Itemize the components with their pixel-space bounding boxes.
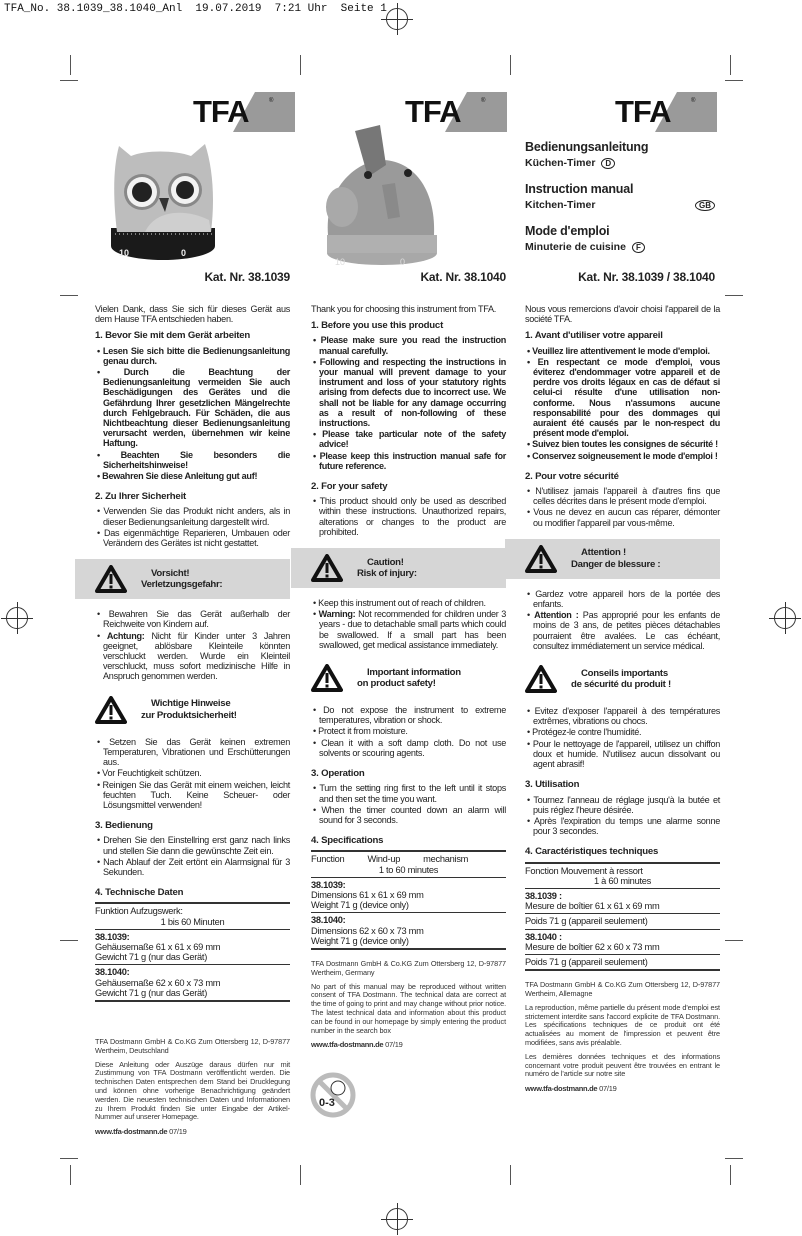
manual-subtitle (525, 157, 715, 169)
list-item (525, 507, 720, 527)
list-item (311, 496, 506, 537)
list-item-text: Vous ne devez en aucun cas réparer, démonter ou modifier l'appareil par vous-même. (533, 507, 720, 528)
list-item (95, 346, 290, 366)
bullet-list (95, 835, 290, 877)
caution-title (357, 667, 461, 690)
caution-title-line: on product safety! (357, 678, 436, 690)
spec-value: Mesure de boîtier 62 x 60 x 73 mm (525, 941, 660, 952)
svg-text:10: 10 (119, 248, 130, 258)
language-badge: F (632, 242, 645, 253)
spec-row (95, 965, 290, 1002)
specifications-table (95, 902, 290, 1002)
list-item-text: This product should only be used as described within these instructions. Unauthorized repairs, alterations or changes to the product are prohibited. (319, 496, 506, 537)
spec-row (525, 914, 720, 929)
list-item-text: Drehen Sie den Einstellring erst ganz nach links und stellen Sie dann die gewünschte Zeit ein. (103, 835, 291, 856)
manual-title-text: Instruction manual (525, 182, 634, 196)
caution-title (571, 668, 671, 691)
list-item-lead: Attention : (534, 610, 579, 621)
spec-row (311, 913, 506, 950)
website-link[interactable]: www.tfa-dostmann.de (525, 1084, 598, 1094)
bullet-list (95, 737, 290, 810)
spec-range: 1 to 60 minutes (378, 864, 439, 875)
warning-triangle-icon (311, 664, 343, 692)
list-item-text: Pour le nettoyage de l'appareil, utilisez un chiffon doux et humide. N'utilisez aucun dissolvant ou agent abrasif! (532, 738, 721, 770)
list-item (95, 835, 290, 855)
list-item (95, 609, 290, 629)
list-item-text: Turn the setting ring first to the left until it stops and then set the time you want. (319, 783, 506, 804)
svg-text:®: ® (481, 98, 486, 104)
fold-mark (510, 55, 511, 75)
spec-row (95, 904, 290, 929)
list-item-text: Not recommended for children under 3 years - due to detachable small parts which could be swallowed. If a small part has been swallowed, get medical assistance immediately. (319, 609, 507, 650)
section-heading: 3. Utilisation (525, 779, 580, 791)
caution-title-line: Verletzungsgefahr: (141, 579, 223, 591)
spec-row (525, 930, 720, 955)
bullet-list (311, 335, 506, 471)
spec-value: Fonction Mouvement à ressort (525, 865, 643, 876)
catalog-number: Kat. Nr. 38.1039 / 38.1040 (578, 270, 715, 284)
warning-triangle-icon (95, 696, 127, 724)
spec-range: 1 à 60 minutes (593, 875, 652, 886)
spec-value: Function Wind-up mechanism (311, 854, 469, 865)
imprint-text: TFA Dostmann GmbH & Co.KG Zum Ottersberg 12, D-97877 Wertheim, Deutschland (95, 1036, 290, 1055)
list-item (311, 429, 506, 449)
list-item (95, 768, 290, 778)
list-item-lead: Warning: (318, 609, 356, 620)
svg-text:TFA: TFA (405, 94, 461, 129)
section-heading: 1. Before you use this product (311, 320, 444, 332)
list-item (95, 450, 290, 470)
list-item-text: En respectant ce mode d'emploi, vous éviterez d'endommager votre appareil et de perdre vos droits légaux en cas de défaut si celui-ci résulte d'une utilisation non-conforme. Nous n'assumons aucune responsabilité pour des dommages qui auraient été causés par le non-respect du présent mode d'emploi. (533, 356, 720, 439)
list-item-text: Après l'expiration du temps une alarme sonne pour 3 secondes. (533, 815, 721, 837)
section-heading: 2. Zu Ihrer Sicherheit (95, 491, 187, 503)
list-item-text: N'utilisez jamais l'appareil à d'autres fins que celles décrites dans le présent mode d'emploi. (533, 486, 720, 507)
list-item-text: Do not expose the instrument to extreme temperatures, vibration or shock. (319, 705, 506, 726)
list-item-text: Vor Feuchtigkeit schützen. (102, 768, 202, 779)
bullet-list (525, 486, 720, 528)
imprint-text: La reproduction, même partielle du présent mode d'emploi est strictement interdite sans l'accord explicite de TFA Dostmann. Les spécifications techniques de ce produit ont été actualisées au moment de l'impression et peuvent être modifiées, sans avis préalable. (525, 1002, 720, 1047)
catalog-number: Kat. Nr. 38.1040 (420, 270, 506, 284)
spec-model: 38.1039: (95, 931, 130, 942)
list-item (525, 739, 720, 770)
catalog-number: Kat. Nr. 38.1039 (204, 270, 290, 284)
fold-mark (300, 1165, 301, 1185)
list-item (525, 589, 720, 609)
spec-model: 38.1040 : (525, 931, 562, 942)
caution-box (505, 539, 720, 579)
no-children-under-3-icon (310, 1072, 356, 1118)
caution-title (141, 698, 237, 721)
bullet-list (95, 346, 290, 482)
spec-value: Dimensions 62 x 60 x 73 mm (311, 925, 424, 936)
caution-title-line: zur Produktsicherheit! (141, 709, 237, 721)
manual-subtitle-text: Küchen-Timer (525, 157, 596, 169)
list-item (95, 780, 290, 811)
spec-value: Weight 71 g (device only) (311, 935, 409, 946)
bullet-list (311, 705, 506, 758)
print-date: 07/19 (385, 1040, 403, 1050)
list-item-text: Please keep this instruction manual safe for future reference. (319, 450, 506, 471)
list-item-text: Keep this instrument out of reach of children. (318, 598, 486, 609)
website-line (525, 1084, 720, 1094)
manual-subtitle-text: Minuterie de cuisine (525, 241, 626, 253)
spec-row (311, 878, 506, 914)
crop-mark (60, 1158, 78, 1159)
crop-mark (725, 295, 743, 296)
crop-mark (60, 940, 78, 941)
list-item (95, 367, 290, 449)
section-heading: 1. Avant d'utiliser votre appareil (525, 330, 663, 342)
list-item (95, 471, 290, 481)
list-item (311, 726, 506, 736)
fold-mark (510, 1165, 511, 1185)
intro-text: Vielen Dank, dass Sie sich für dieses Gerät aus dem Hause TFA entschieden haben. (95, 304, 290, 325)
list-item (525, 816, 720, 836)
bullet-list (311, 783, 506, 825)
spec-row (525, 864, 720, 889)
print-slug: TFA_No. 38.1039_38.1040_Anl 19.07.2019 7:21 Uhr Seite 1 (4, 3, 387, 15)
safety-info-box (95, 693, 290, 727)
tfa-logo-mark (615, 92, 717, 132)
list-item-text: Verwenden Sie das Produkt nicht anders, als in dieser Bedienungsanleitung dargestellt wird. (103, 506, 290, 527)
list-item (311, 598, 506, 608)
imprint-text: TFA Dostmann GmbH & Co.KG Zum Ottersberg 12, D-97877 Wertheim, Germany (311, 958, 506, 977)
svg-text:TFA: TFA (615, 94, 671, 129)
list-item (311, 451, 506, 471)
intro-text: Nous vous remercions d'avoir choisi l'appareil de la société TFA. (525, 304, 720, 325)
list-item (311, 738, 506, 758)
list-item (525, 439, 720, 449)
svg-text:®: ® (691, 98, 696, 104)
manual-subtitle-text: Kitchen-Timer (525, 199, 596, 211)
language-badge: GB (695, 200, 715, 211)
list-item-text: Clean it with a soft damp cloth. Do not use solvents or scouring agents. (319, 737, 506, 758)
list-item-text: Gardez votre appareil hors de la portée des enfants. (533, 588, 720, 610)
list-item (311, 783, 506, 803)
crop-mark (725, 80, 743, 81)
crop-mark (70, 55, 71, 75)
spec-row (95, 930, 290, 966)
list-item-text: Protégez-le contre l'humidité. (532, 727, 642, 738)
list-item (311, 335, 506, 355)
caution-title-line: Risk of injury: (357, 568, 417, 580)
bullet-list (95, 609, 290, 681)
registration-mark (386, 8, 408, 30)
list-item (311, 609, 506, 650)
age-warning-label: 0-3 (319, 1097, 335, 1109)
spec-value: Dimensions 61 x 61 x 69 mm (311, 889, 424, 900)
caution-title-line: Important information (367, 666, 461, 678)
registration-mark (386, 1208, 408, 1230)
list-item (525, 610, 720, 651)
list-item-text: Pas approprié pour les enfants de moins de 3 ans, de petites pièces détachables pourraient être avalées. Le cas échéant, consultez immédiatement un service médical. (533, 610, 720, 651)
warning-triangle-icon (525, 545, 557, 573)
list-item-lead: Achtung: (106, 630, 145, 641)
caution-title (357, 557, 417, 580)
spec-value: Poids 71 g (appareil seulement) (525, 956, 648, 967)
list-item (95, 528, 290, 548)
bullet-list (95, 506, 290, 548)
caution-title-line: Vorsicht! (151, 567, 190, 579)
registration-mark (774, 607, 796, 629)
spec-value: Funktion Aufzugswerk: (95, 906, 183, 917)
spec-value: Poids 71 g (appareil seulement) (525, 916, 648, 927)
list-item-text: Das eigenmächtige Reparieren, Umbauen oder Verändern des Gerätes ist nicht gestattet. (103, 527, 290, 549)
spec-model: 38.1040: (311, 915, 346, 926)
warning-triangle-icon (525, 665, 557, 693)
list-item-text: Protect it from moisture. (318, 726, 408, 737)
spec-value: Gewicht 71 g (nur das Gerät) (95, 987, 208, 998)
website-line (95, 1127, 290, 1137)
list-item-text: Tournez l'anneau de réglage jusqu'à la butée et puis réglez l'heure désirée. (533, 794, 720, 815)
list-item (311, 357, 506, 428)
caution-title-line: Caution! (367, 556, 404, 568)
bullet-list (525, 346, 720, 461)
website-link[interactable]: www.tfa-dostmann.de (95, 1127, 168, 1137)
caution-title-line: Wichtige Hinweise (151, 698, 231, 710)
section-heading: 3. Operation (311, 768, 365, 780)
owl-timer-image (105, 128, 225, 268)
tfa-logo (193, 92, 295, 132)
registration-mark (6, 607, 28, 629)
manual-column-de (95, 304, 290, 1137)
manual-title-f (525, 224, 715, 253)
spec-model: 38.1040: (95, 967, 130, 978)
website-link[interactable]: www.tfa-dostmann.de (311, 1040, 384, 1050)
section-heading: 2. For your safety (311, 481, 388, 493)
list-item-text: Suivez bien toutes les consignes de sécurité ! (532, 439, 718, 450)
list-item (525, 357, 720, 439)
list-item-text: Please make sure you read the instruction manual carefully. (319, 335, 506, 356)
crop-mark (60, 295, 78, 296)
list-item (95, 857, 290, 877)
manual-subtitle (525, 241, 715, 253)
print-date: 07/19 (599, 1084, 617, 1094)
section-heading: 4. Specifications (311, 835, 384, 847)
spacer (95, 1012, 290, 1038)
list-item-text: Nicht für Kinder unter 3 Jahren geeignet, ablösbare Kleinteile könnten verschluckt werden. Wurde ein Kleinteil verschluckt, muss sofort medizinische Hilfe in Anspruch genommen werden. (103, 630, 291, 682)
imprint-text: Les dernières données techniques et des informations concernant votre produit peuvent être trouvées en entrant le numéro de l'article sur notre site (525, 1051, 720, 1079)
bullet-list (311, 598, 506, 650)
list-item-text: Bewahren Sie das Gerät außerhalb der Reichweite von Kindern auf. (103, 609, 290, 630)
list-item (95, 737, 290, 768)
svg-text:TFA: TFA (193, 94, 249, 129)
list-item (311, 705, 506, 725)
specifications-table (311, 850, 506, 950)
tfa-logo (615, 92, 717, 132)
safety-info-box (311, 661, 506, 695)
crop-mark (730, 55, 731, 75)
list-item (525, 706, 720, 726)
section-heading: 1. Bevor Sie mit dem Gerät arbeiten (95, 330, 251, 342)
list-item-text: Setzen Sie das Gerät keinen extremen Temperaturen, Vibrationen und Erschütterungen aus. (103, 736, 290, 768)
list-item-text: Veuillez lire attentivement le mode d'emploi. (532, 345, 710, 356)
caution-title-line: Danger de blessure : (571, 558, 661, 570)
website-line (311, 1040, 506, 1050)
specifications-table (525, 862, 720, 972)
list-item-text: Bewahren Sie diese Anleitung gut auf! (102, 471, 258, 482)
crop-mark (725, 1158, 743, 1159)
list-item-text: Durch die Beachtung der Bedienungsanleitung vermeiden Sie auch Beschädigungen des Gerätes und die Gefährdung Ihrer gesetzlichen Mängelrechte durch Fehlgebrauch. Für Schäden, die aus Nichtbeachtung dieser Bedienungsanleitung verursacht werden, übernehmen wir keine Haftung. (103, 367, 290, 449)
spec-row (311, 852, 506, 877)
list-item (525, 727, 720, 737)
spec-value: Gewicht 71 g (nur das Gerät) (95, 952, 208, 963)
safety-info-box (525, 662, 720, 696)
list-item-text: Reinigen Sie das Gerät mit einem weichen, leicht feuchten Tuch. Keine Scheuer- oder Lösungsmittel verwenden! (102, 779, 290, 810)
manual-title-text: Bedienungsanleitung (525, 140, 649, 154)
tfa-logo-mark (193, 92, 295, 132)
bullet-list (311, 496, 506, 537)
spec-model: 38.1039 : (525, 890, 562, 901)
manual-title-text: Mode d'emploi (525, 224, 610, 238)
manual-column-fr (525, 304, 720, 1094)
section-heading: 2. Pour votre sécurité (525, 470, 619, 482)
manual-title-d (525, 140, 715, 169)
manual-column-en (311, 304, 506, 1051)
age-warning-symbol (310, 1072, 356, 1118)
svg-text:®: ® (269, 98, 274, 104)
list-item (95, 506, 290, 526)
svg-text:10: 10 (335, 257, 346, 267)
list-item-text: Nach Ablauf der Zeit ertönt ein Alarmsignal für 3 Sekunden. (103, 856, 290, 877)
list-item-text: Conservez soigneusement le mode d'emploi ! (532, 450, 718, 461)
list-item-text: Following and respecting the instructions in your manual will prevent damage to your instrument and loss of your statutory rights arising from defects due to incorrect use. We shall not be liable for any damage occurring as a result of non-following of these instructions. (319, 356, 506, 429)
crop-mark (70, 1165, 71, 1185)
caution-title-line: de sécurité du produit ! (571, 679, 671, 691)
warning-triangle-icon (95, 565, 127, 593)
imprint-text: No part of this manual may be reproduced without written consent of TFA Dostmann. The technical data are correct at the time of going to print and may change without prior notice. The latest technical data and information about this product can be found in our homepage by simply entering the product number in the search box (311, 981, 506, 1035)
manual-title-gb (525, 182, 715, 211)
imprint-text: Diese Anleitung oder Auszüge daraus dürfen nur mit Zustimmung von TFA Dostmann veröffentlicht werden. Die technischen Daten entsprechen dem Stand bei Drucklegung und können ohne vorherige Benachrichtigung geändert werden. Die neuesten technischen Daten und Informationen zu Ihrem Produkt finden Sie unter Eingabe der Artikel-Nummer auf unserer Homepage. (95, 1059, 290, 1122)
spec-value: Gehäusemaße 62 x 60 x 73 mm (95, 977, 221, 988)
spec-model: 38.1039: (311, 879, 346, 890)
list-item (525, 486, 720, 506)
crop-mark (725, 940, 743, 941)
list-item-text: Evitez d'exposer l'appareil à des températures extrêmes, vibrations ou chocs. (533, 706, 721, 727)
bullet-list (525, 589, 720, 651)
bullet-list (525, 706, 720, 769)
caution-title-line: Conseils importants (581, 667, 668, 679)
caution-box (75, 559, 290, 599)
fold-mark (300, 55, 301, 75)
section-heading: 4. Technische Daten (95, 887, 184, 899)
list-item-text: Beachten Sie besonders die Sicherheitshinweise! (103, 449, 290, 470)
print-date: 07/19 (169, 1127, 187, 1137)
list-item-text: Please take particular note of the safety advice! (319, 429, 506, 450)
section-heading: 4. Caractéristiques techniques (525, 846, 659, 858)
intro-text: Thank you for choosing this instrument from TFA. (311, 304, 497, 314)
svg-text:0: 0 (400, 257, 406, 267)
caution-box (291, 548, 506, 588)
caution-title (571, 547, 660, 570)
caution-title (141, 568, 222, 591)
spec-value: Weight 71 g (device only) (311, 900, 409, 911)
section-heading: 3. Bedienung (95, 820, 153, 832)
imprint-text: TFA Dostmann GmbH & Co.KG Zum Ottersberg 12, D-97877 Wertheim, Allemagne (525, 980, 720, 998)
spec-row (525, 955, 720, 971)
warning-triangle-icon (311, 554, 343, 582)
list-item (525, 795, 720, 815)
list-item-text: Lesen Sie sich bitte die Bedienungsanleitung genau durch. (102, 345, 290, 366)
manual-subtitle (525, 199, 715, 211)
list-item (525, 451, 720, 461)
bullet-list (525, 795, 720, 837)
crop-mark (730, 1165, 731, 1185)
spec-range: 1 bis 60 Minuten (160, 916, 225, 927)
spec-value: Gehäusemaße 61 x 61 x 69 mm (95, 941, 221, 952)
svg-text:0: 0 (181, 248, 187, 258)
list-item (311, 805, 506, 825)
spec-row (525, 889, 720, 914)
language-badge: D (601, 158, 615, 169)
chicken-timer-image (320, 125, 445, 270)
caution-title-line: Attention ! (581, 547, 626, 559)
spec-value: Mesure de boîtier 61 x 61 x 69 mm (525, 901, 660, 912)
list-item (525, 346, 720, 356)
list-item (95, 631, 290, 682)
list-item-text: When the timer counted down an alarm will sound for 3 seconds. (319, 804, 506, 825)
crop-mark (60, 80, 78, 81)
